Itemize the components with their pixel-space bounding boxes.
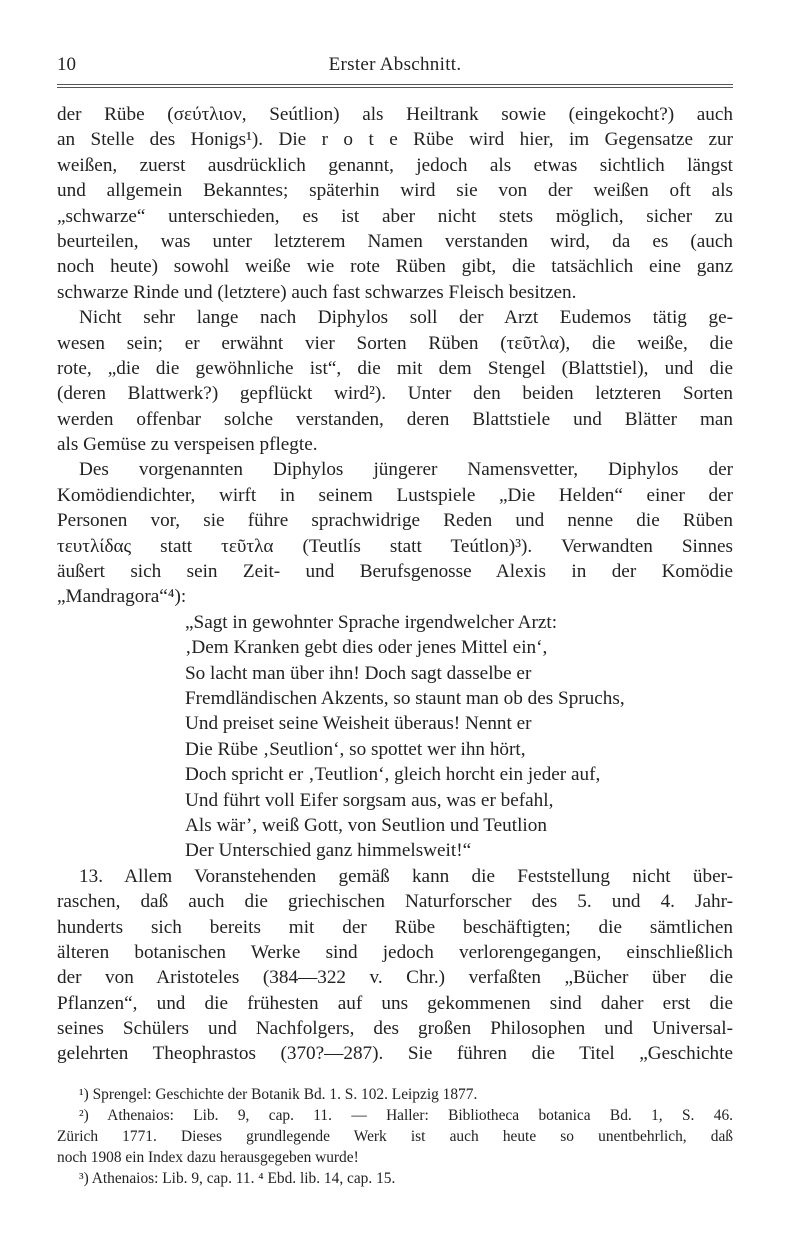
text-line: gelehrten Theophrastos (370?—287). Sie führen die Titel „Geschichte [57,1043,733,1065]
text-line: und allgemein Bekanntes; späterhin wird sie von der weißen oft als [57,180,733,202]
text-line: weißen, zuerst ausdrücklich genannt, jedoch als etwas sichtlich längst [57,154,733,176]
verse-line: Und preiset seine Weisheit überaus! Nennt er [185,713,532,735]
text-line: „schwarze“ unterschieden, es ist aber nicht stets möglich, sicher zu [57,205,733,227]
text-line: werden offenbar solche verstanden, deren Blattstiele und Blätter man [57,408,733,430]
verse-line: ‚Dem Kranken gebt dies oder jenes Mittel ein‘, [185,637,548,659]
verse-line: Die Rübe ‚Seutlion‘, so spottet wer ihn hört, [185,738,526,760]
text-line: seines Schülers und Nachfolgers, des großen Philosophen und Universal- [57,1018,733,1040]
verse-line: Der Unterschied ganz himmelsweit!“ [185,840,472,862]
text-line: raschen, daß auch die griechischen Naturforscher des 5. und 4. Jahr- [57,891,733,913]
text-line: wesen sein; er erwähnt vier Sorten Rüben (τεῦτλα), die weiße, die [57,332,733,354]
text-line: äußert sich sein Zeit- und Berufsgenosse Alexis in der Komödie [57,561,733,583]
text-line: an Stelle des Honigs¹). Die r o t e Rübe wird hier, im Gegensatze zur [57,129,733,151]
text-line: schwarze Rinde und (letztere) auch fast schwarzes Fleisch besitzen. [57,281,577,303]
text-line: hunderts sich bereits mit der Rübe beschäftigten; die sämtlichen [57,916,733,938]
text-line: τευτλίδας statt τεῦτλα (Teutlís statt Teútlon)³). Verwandten Sinnes [57,535,733,557]
text-line: Personen vor, sie führe sprachwidrige Reden und nenne die Rüben [57,510,733,532]
verse-line: Als wär’, weiß Gott, von Seutlion und Teutlion [185,814,547,836]
text-line: Nicht sehr lange nach Diphylos soll der Arzt Eudemos tätig ge- [79,307,733,329]
text-line: Des vorgenannten Diphylos jüngerer Namensvetter, Diphylos der [79,459,733,481]
text-line: älteren botanischen Werke sind jedoch verlorengegangen, einschließlich [57,941,733,963]
footnote: ²) Athenaios: Lib. 9, cap. 11. — Haller: Bibliotheca botanica Bd. 1, S. 46. [79,1107,733,1124]
page-number: 10 [57,54,76,75]
running-title: Erster Abschnitt. [328,54,462,75]
verse-line: So lacht man über ihn! Doch sagt dasselbe er [185,662,532,684]
body-text [57,102,733,1067]
text-line: beurteilen, was unter letzterem Namen verstanden wird, da es (auch [57,230,733,252]
text-line: „Mandragora“⁴): [57,586,187,608]
text-line: (deren Blattwerk?) gepflückt wird²). Unter den beiden letzteren Sorten [57,383,733,405]
verse-line: Doch spricht er ‚Teutlion‘, gleich horcht ein jeder auf, [185,764,601,786]
footnote: ³) Athenaios: Lib. 9, cap. 11. ⁴ Ebd. lib. 14, cap. 15. [79,1170,396,1187]
text-line: der von Aristoteles (384—322 v. Chr.) verfaßten „Bücher über die [57,967,733,989]
footnote: noch 1908 ein Index dazu herausgegeben wurde! [57,1149,359,1166]
footnote: Zürich 1771. Dieses grundlegende Werk ist auch heute so unentbehrlich, daß [57,1128,733,1145]
text-line: Komödiendichter, wirft in seinem Lustspiele „Die Helden“ einer der [57,484,733,506]
verse-line: Und führt voll Eifer sorgsam aus, was er befahl, [185,789,554,811]
footnote: ¹) Sprengel: Geschichte der Botanik Bd. 1. S. 102. Leipzig 1877. [79,1086,478,1103]
text-line: der Rübe (σεύτλιον, Seútlion) als Heiltrank sowie (eingekocht?) auch [57,104,733,125]
header-rule [57,84,733,85]
verse-line: Fremdländischen Akzents, so staunt man ob des Spruchs, [185,687,625,709]
text-line: noch heute) sowohl weiße wie rote Rüben gibt, die tatsächlich eine ganz [57,256,733,278]
text-line: rote, „die die gewöhnliche ist“, die mit dem Stengel (Blattstiel), und die [57,357,733,379]
text-line: als Gemüse zu verspeisen pflegte. [57,434,318,456]
header-rule [57,87,733,88]
text-line: Pflanzen“, und die frühesten auf uns gekommenen sind daher erst die [57,992,733,1014]
text-line: 13. Allem Voranstehenden gemäß kann die Feststellung nicht über- [79,865,733,887]
running-header [57,48,733,88]
verse-line: „Sagt in gewohnter Sprache irgendwelcher Arzt: [185,611,558,633]
footnotes [57,1084,733,1189]
